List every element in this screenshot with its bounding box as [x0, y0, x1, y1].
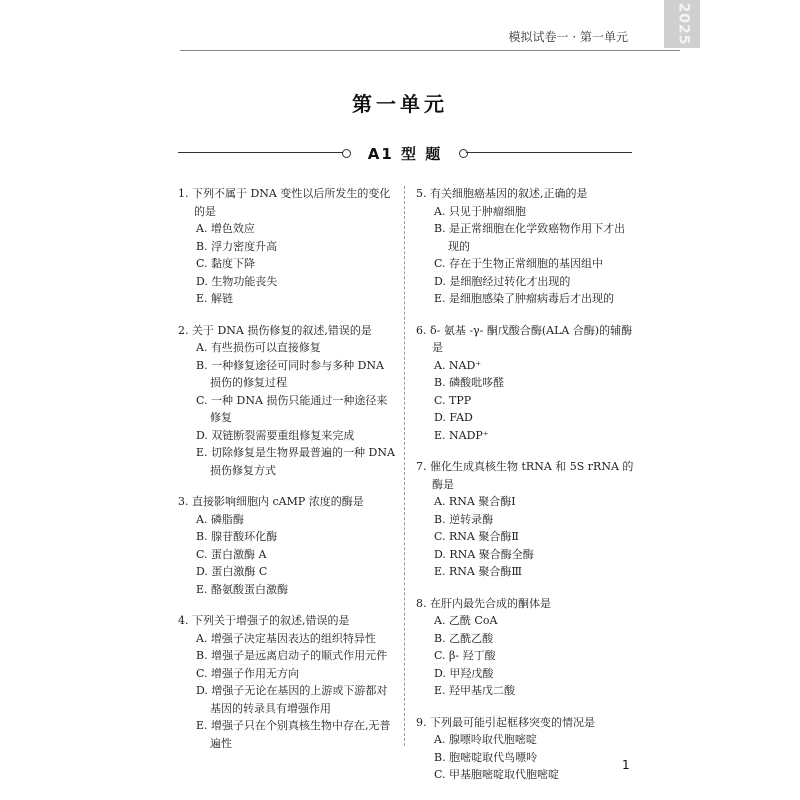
question-stem: 6. δ- 氨基 -γ- 酮戊酸合酶(ALA 合酶)的辅酶是 [416, 323, 633, 354]
question-stem: 7. 催化生成真核生物 tRNA 和 5S rRNA 的酶是 [416, 460, 634, 491]
column-divider [404, 186, 405, 746]
question-item [416, 595, 636, 700]
answer-option: D. 增强子无论在基因的上游或下游都对基因的转录具有增强作用 [196, 684, 388, 715]
question-stem: 3. 直接影响细胞内 cAMP 浓度的酶是 [178, 495, 364, 508]
question-item [178, 493, 398, 598]
answer-option: A. 乙酰 CoA [434, 614, 498, 627]
page-number: 1 [622, 758, 630, 772]
answer-option: A. 有些损伤可以直接修复 [196, 341, 321, 354]
answer-option: E. 解链 [196, 292, 234, 305]
answer-option: B. 逆转录酶 [434, 512, 494, 526]
header-title: 模拟试卷一 · 第一单元 [508, 30, 628, 44]
question-item [178, 322, 398, 480]
question-item [416, 458, 636, 581]
answer-option: A. 只见于肿瘤细胞 [434, 204, 526, 218]
question-column-left [178, 185, 398, 766]
answer-option: C. 存在于生物正常细胞的基因组中 [434, 257, 604, 270]
answer-option: E. 酪氨酸蛋白激酶 [196, 582, 289, 596]
answer-option: E. RNA 聚合酶Ⅲ [434, 565, 522, 578]
question-item [178, 185, 398, 308]
answer-option: B. 磷酸吡哆醛 [434, 376, 505, 389]
answer-option: C. TPP [434, 393, 472, 407]
answer-option: E. 是细胞感染了肿瘤病毒后才出现的 [434, 292, 615, 305]
answer-option: D. RNA 聚合酶全酶 [434, 547, 534, 561]
question-stem: 5. 有关细胞癌基因的叙述,正确的是 [416, 187, 588, 200]
running-header [180, 22, 680, 51]
section-heading [178, 141, 632, 165]
question-stem: 9. 下列最可能引起框移突变的情况是 [416, 715, 595, 729]
question-stem: 1. 下列不属于 DNA 变性以后所发生的变化的是 [178, 187, 391, 218]
answer-option: B. 是正常细胞在化学致癌物作用下才出现的 [434, 222, 626, 253]
question-column-right [416, 185, 636, 798]
question-item [416, 714, 636, 784]
answer-option: A. 腺嘌呤取代胞嘧啶 [434, 733, 537, 746]
answer-option: E. NADP⁺ [434, 428, 489, 442]
answer-option: B. 浮力密度升高 [196, 239, 278, 253]
section-title: A1 型 题 [367, 145, 443, 163]
answer-option: D. 蛋白激酶 C [196, 565, 268, 578]
answer-option: C. 黏度下降 [196, 257, 256, 270]
answer-option: B. 腺苷酸环化酶 [196, 530, 278, 543]
answer-option: C. 一种 DNA 损伤只能通过一种途径来修复 [196, 393, 388, 424]
answer-option: C. β- 羟丁酸 [434, 649, 496, 662]
question-stem: 4. 下列关于增强子的叙述,错误的是 [178, 614, 350, 627]
answer-option: C. 增强子作用无方向 [196, 666, 300, 680]
year-tab [664, 0, 700, 48]
answer-option: B. 胞嘧啶取代鸟嘌呤 [434, 750, 538, 764]
answer-option: D. FAD [434, 411, 473, 424]
answer-option: A. NAD⁺ [434, 358, 482, 372]
answer-option: A. 增色效应 [196, 222, 255, 235]
answer-option: C. 蛋白激酶 A [196, 547, 267, 561]
question-item [178, 612, 398, 752]
answer-option: C. 甲基胞嘧啶取代胞嘧啶 [434, 768, 560, 781]
answer-option: D. 生物功能丧失 [196, 274, 278, 288]
answer-option: C. RNA 聚合酶Ⅱ [434, 530, 519, 543]
answer-option: D. 双链断裂需要重组修复来完成 [196, 428, 355, 442]
answer-option: E. 切除修复是生物界最普遍的一种 DNA 损伤修复方式 [196, 446, 395, 477]
answer-option: D. 是细胞经过转化才出现的 [434, 274, 571, 288]
answer-option: E. 羟甲基戊二酸 [434, 684, 516, 697]
answer-option: A. 增强子决定基因表达的组织特异性 [196, 631, 376, 645]
year-tab-label: 2025 [675, 2, 692, 46]
answer-option: A. 磷脂酶 [196, 512, 244, 526]
unit-title: 第一单元 [352, 92, 448, 116]
answer-option: A. RNA 聚合酶Ⅰ [434, 495, 516, 508]
answer-option: B. 增强子是远离启动子的顺式作用元件 [196, 649, 388, 662]
question-item [416, 185, 636, 308]
answer-option: B. 乙酰乙酸 [434, 631, 494, 645]
question-item [416, 322, 636, 445]
section-rule-dot-right [459, 149, 468, 158]
answer-option: E. 增强子只在个别真核生物中存在,无普遍性 [196, 719, 391, 750]
answer-option: B. 一种修复途径可同时参与多种 DNA 损伤的修复过程 [196, 358, 384, 389]
answer-option: D. 甲羟戊酸 [434, 666, 494, 680]
question-stem: 2. 关于 DNA 损伤修复的叙述,错误的是 [178, 323, 372, 337]
section-rule-right [466, 152, 632, 153]
question-stem: 8. 在肝内最先合成的酮体是 [416, 596, 551, 610]
